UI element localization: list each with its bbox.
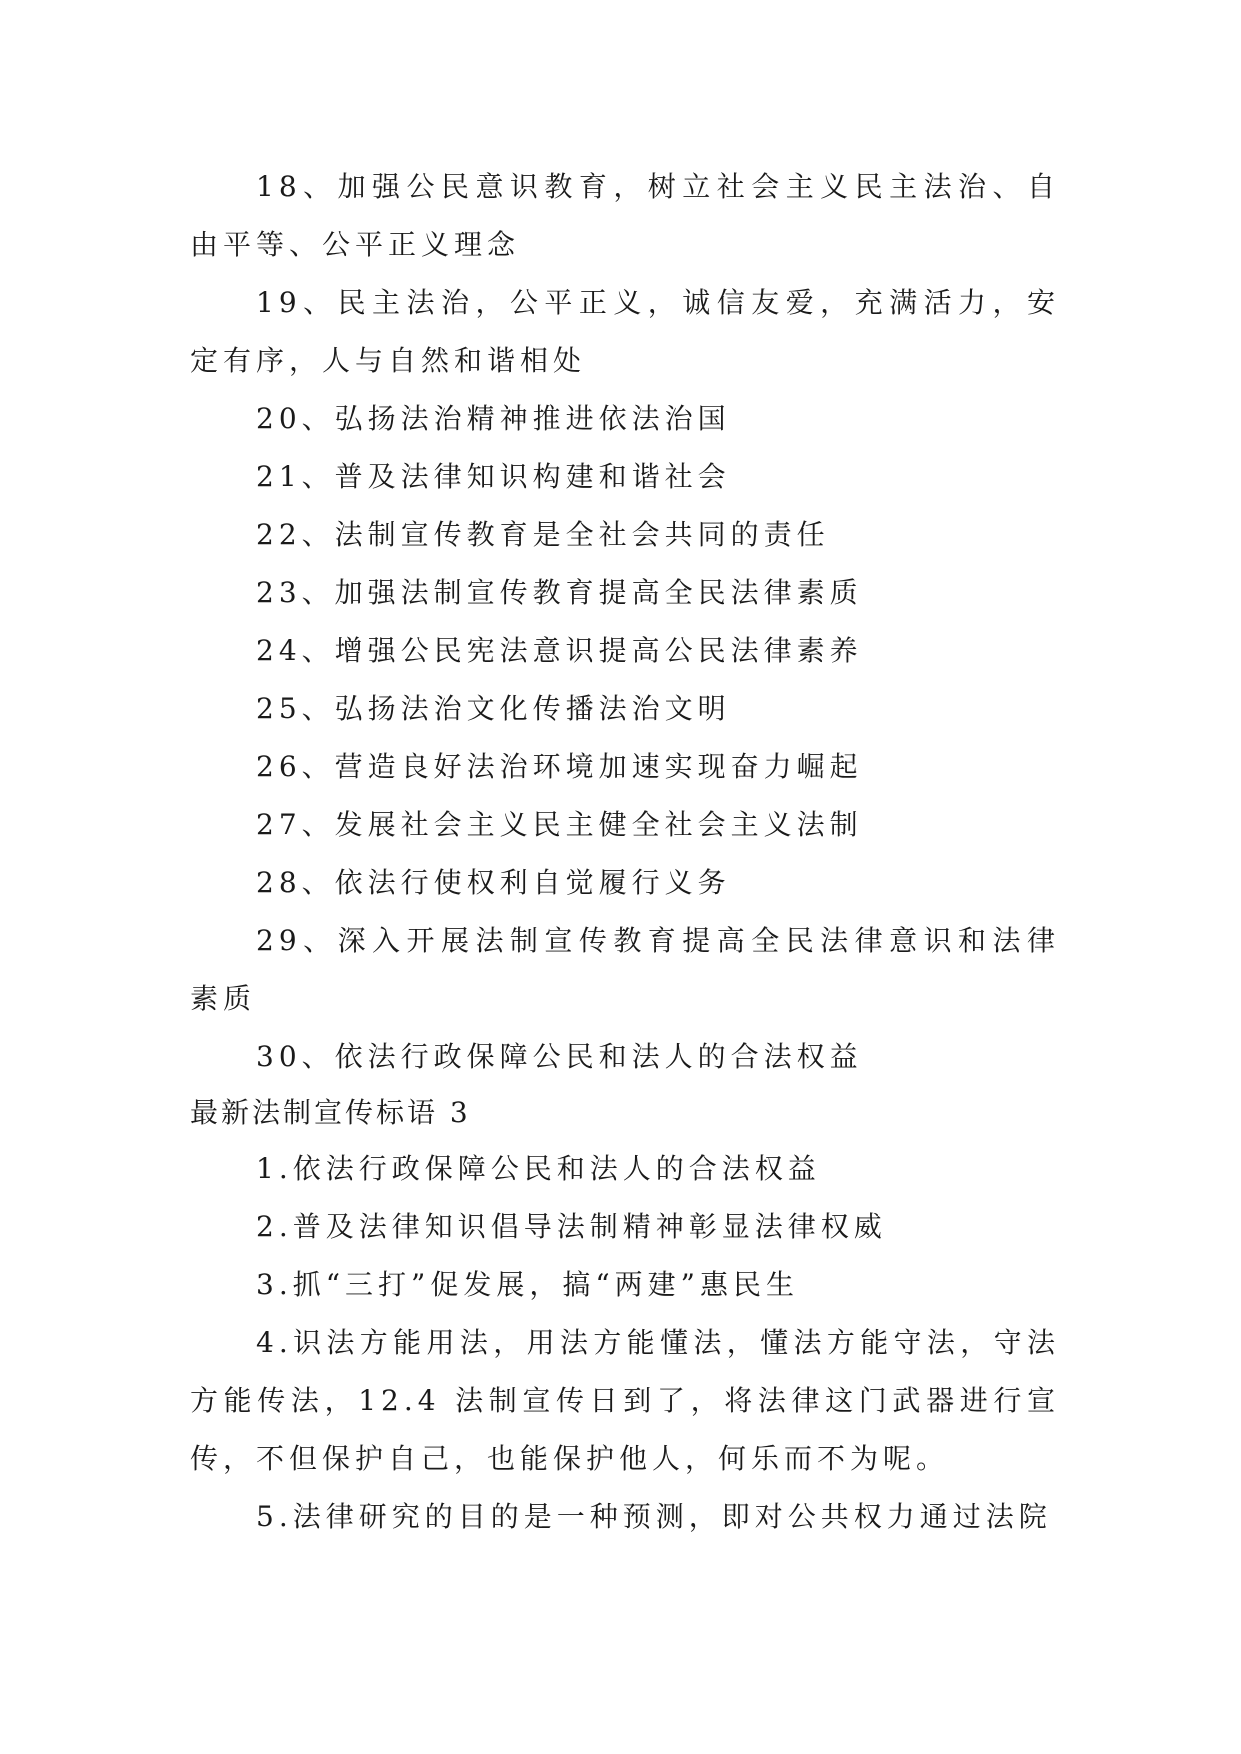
slogan-item: 18、加强公民意识教育，树立社会主义民主法治、自由平等、公平正义理念 (190, 170, 1060, 261)
slogan-item: 1.依法行政保障公民和法人的合法权益 (256, 1152, 821, 1185)
slogan-item: 21、普及法律知识构建和谐社会 (256, 460, 731, 493)
slogan-item: 3.抓“三打”促发展，搞“两建”惠民生 (256, 1268, 799, 1301)
slogan-item: 24、增强公民宪法意识提高公民法律素养 (256, 634, 863, 667)
slogan-item: 22、法制宣传教育是全社会共同的责任 (256, 518, 830, 551)
slogan-item: 4.识法方能用法，用法方能懂法，懂法方能守法，守法方能传法，12.4 法制宣传日到了，将法律这门武器进行宣传，不但保护自己，也能保护他人，何乐而不为呢。 (190, 1326, 1060, 1475)
slogan-item: 5.法律研究的目的是一种预测，即对公共权力通过法院 (256, 1500, 1052, 1533)
slogan-item: 30、依法行政保障公民和法人的合法权益 (256, 1040, 863, 1073)
slogan-item: 26、营造良好法治环境加速实现奋力崛起 (256, 750, 863, 783)
slogan-item: 29、深入开展法制宣传教育提高全民法律意识和法律素质 (190, 924, 1060, 1015)
document-body (190, 158, 1060, 1546)
slogan-item: 27、发展社会主义民主健全社会主义法制 (256, 808, 863, 841)
slogan-item: 20、弘扬法治精神推进依法治国 (256, 402, 731, 435)
slogan-item: 28、依法行使权利自觉履行义务 (256, 866, 731, 899)
slogan-item: 23、加强法制宣传教育提高全民法律素质 (256, 576, 863, 609)
slogan-item: 19、民主法治，公平正义，诚信友爱，充满活力，安定有序，人与自然和谐相处 (190, 286, 1060, 377)
slogan-item: 25、弘扬法治文化传播法治文明 (256, 692, 731, 725)
slogan-item: 2.普及法律知识倡导法制精神彰显法律权威 (256, 1210, 887, 1243)
section-heading: 最新法制宣传标语 3 (190, 1096, 471, 1129)
